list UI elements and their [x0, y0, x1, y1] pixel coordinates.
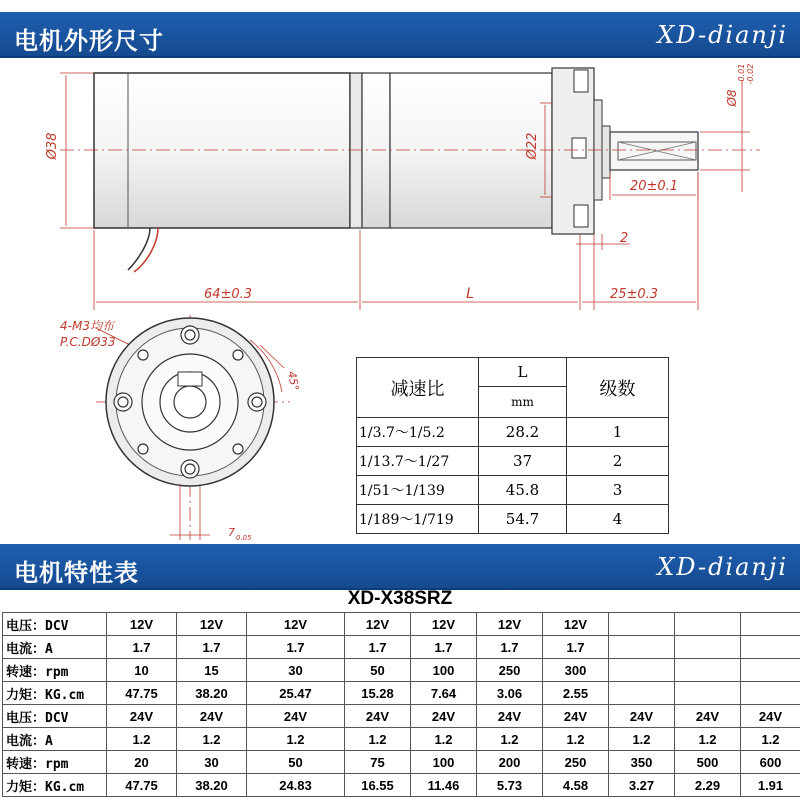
- value-cell: 4.58: [543, 774, 609, 797]
- row-label: 电流：A: [3, 728, 107, 751]
- value-cell: 1.2: [675, 728, 741, 751]
- pcd-note: P.C.DØ33: [60, 335, 116, 349]
- flat-label: 7: [228, 526, 235, 539]
- value-cell: 50: [345, 659, 411, 682]
- value-cell: 1.2: [543, 728, 609, 751]
- table-row: [357, 418, 669, 447]
- ratio-cell: 1/13.7～1/27: [357, 447, 479, 476]
- value-cell: 1.2: [345, 728, 411, 751]
- value-cell: [741, 613, 800, 636]
- stage-cell: 4: [567, 505, 669, 534]
- brand-label: XD-dianji: [657, 21, 788, 49]
- motor-length-label: 64±0.3: [203, 287, 253, 302]
- value-cell: 20: [107, 751, 177, 774]
- gearbox-body: [350, 73, 362, 228]
- value-cell: 1.2: [411, 728, 477, 751]
- value-cell: [741, 636, 800, 659]
- header-stage: 级数: [567, 358, 669, 418]
- angle-label: 45°: [285, 370, 302, 392]
- row-label: 转速：rpm: [3, 751, 107, 774]
- value-cell: 12V: [107, 613, 177, 636]
- value-cell: [675, 659, 741, 682]
- value-cell: 16.55: [345, 774, 411, 797]
- characteristics-title: 电机特性表: [14, 559, 139, 587]
- value-cell: 100: [411, 659, 477, 682]
- value-cell: 24V: [107, 705, 177, 728]
- value-cell: 12V: [345, 613, 411, 636]
- value-cell: 12V: [247, 613, 345, 636]
- table-row: [3, 682, 800, 705]
- table-row: [357, 447, 669, 476]
- value-cell: 24V: [675, 705, 741, 728]
- value-cell: 24V: [177, 705, 247, 728]
- ratio-cell: 1/189～1/719: [357, 505, 479, 534]
- table-row: [3, 705, 800, 728]
- value-cell: 15.28: [345, 682, 411, 705]
- header-L: L: [479, 358, 567, 387]
- value-cell: 24V: [477, 705, 543, 728]
- table-row: [3, 774, 800, 797]
- value-cell: 10: [107, 659, 177, 682]
- value-cell: 12V: [543, 613, 609, 636]
- motor-body: [94, 73, 350, 228]
- value-cell: 24V: [543, 705, 609, 728]
- value-cell: 1.7: [411, 636, 477, 659]
- output-shaft: [610, 132, 698, 170]
- value-cell: [675, 682, 741, 705]
- value-cell: 12V: [411, 613, 477, 636]
- flat-tolerance: 0.05: [236, 534, 252, 542]
- model-title: XD-X38SRZ: [347, 588, 453, 609]
- value-cell: 30: [177, 751, 247, 774]
- value-cell: 24.83: [247, 774, 345, 797]
- value-cell: 1.7: [477, 636, 543, 659]
- value-cell: 47.75: [107, 682, 177, 705]
- value-cell: 38.20: [177, 682, 247, 705]
- value-cell: 1.2: [741, 728, 800, 751]
- dia-gear-label: Ø22: [525, 132, 540, 160]
- value-cell: 2.29: [675, 774, 741, 797]
- value-cell: 75: [345, 751, 411, 774]
- value-cell: 1.91: [741, 774, 800, 797]
- value-cell: [609, 682, 675, 705]
- value-cell: 250: [477, 659, 543, 682]
- row-label: 力矩：KG.cm: [3, 774, 107, 797]
- table-row: [357, 505, 669, 534]
- table-row: [3, 751, 800, 774]
- value-cell: 24V: [345, 705, 411, 728]
- row-label: 电压：DCV: [3, 613, 107, 636]
- value-cell: 1.7: [177, 636, 247, 659]
- header-unit: mm: [479, 386, 567, 417]
- value-cell: 12V: [177, 613, 247, 636]
- value-cell: [609, 659, 675, 682]
- ratio-cell: 1/3.7～1/5.2: [357, 418, 479, 447]
- length-cell: 37: [479, 447, 567, 476]
- stage-cell: 2: [567, 447, 669, 476]
- table-row: [357, 476, 669, 505]
- dim-2-label: 2: [620, 231, 629, 246]
- table-row: [3, 659, 800, 682]
- value-cell: 100: [411, 751, 477, 774]
- value-cell: 38.20: [177, 774, 247, 797]
- value-cell: 1.7: [107, 636, 177, 659]
- motor-front-view-drawing: [40, 312, 340, 544]
- value-cell: [609, 636, 675, 659]
- value-cell: 600: [741, 751, 800, 774]
- value-cell: 500: [675, 751, 741, 774]
- value-cell: 1.2: [609, 728, 675, 751]
- value-cell: 24V: [411, 705, 477, 728]
- dia-shaft-label: Ø8: [725, 89, 739, 107]
- value-cell: 47.75: [107, 774, 177, 797]
- dimensions-header: [0, 12, 800, 58]
- value-cell: 1.7: [247, 636, 345, 659]
- motor-side-view-drawing: [0, 58, 800, 318]
- value-cell: 12V: [477, 613, 543, 636]
- value-cell: [741, 659, 800, 682]
- holes-note: 4-M3均布: [60, 319, 114, 333]
- characteristics-header: [0, 544, 800, 590]
- value-cell: 350: [609, 751, 675, 774]
- value-cell: 24V: [247, 705, 345, 728]
- value-cell: [609, 613, 675, 636]
- value-cell: 1.7: [345, 636, 411, 659]
- value-cell: 24V: [609, 705, 675, 728]
- value-cell: 2.55: [543, 682, 609, 705]
- value-cell: 1.2: [107, 728, 177, 751]
- value-cell: 25.47: [247, 682, 345, 705]
- value-cell: 1.2: [477, 728, 543, 751]
- characteristics-table: [2, 612, 800, 797]
- value-cell: 250: [543, 751, 609, 774]
- brand-label: XD-dianji: [657, 553, 788, 581]
- shaft-tolerance-upper: -0.01: [737, 63, 746, 85]
- ratio-cell: 1/51～1/139: [357, 476, 479, 505]
- value-cell: 3.06: [477, 682, 543, 705]
- value-cell: [675, 613, 741, 636]
- row-label: 电流：A: [3, 636, 107, 659]
- value-cell: 3.27: [609, 774, 675, 797]
- table-row: [3, 636, 800, 659]
- reduction-ratio-table: [356, 357, 669, 534]
- header-ratio: 减速比: [357, 358, 479, 418]
- value-cell: 5.73: [477, 774, 543, 797]
- value-cell: [741, 682, 800, 705]
- value-cell: 1.2: [177, 728, 247, 751]
- row-label: 转速：rpm: [3, 659, 107, 682]
- value-cell: 1.2: [247, 728, 345, 751]
- value-cell: 300: [543, 659, 609, 682]
- value-cell: 11.46: [411, 774, 477, 797]
- length-cell: 45.8: [479, 476, 567, 505]
- shaft-length-label: 20±0.1: [629, 179, 679, 194]
- value-cell: 50: [247, 751, 345, 774]
- stage-cell: 3: [567, 476, 669, 505]
- length-cell: 28.2: [479, 418, 567, 447]
- dia-body-label: Ø38: [45, 132, 60, 160]
- motor-wire: [128, 228, 150, 270]
- value-cell: 200: [477, 751, 543, 774]
- value-cell: 1.7: [543, 636, 609, 659]
- length-cell: 54.7: [479, 505, 567, 534]
- row-label: 电压：DCV: [3, 705, 107, 728]
- shaft-tolerance-lower: -0.02: [746, 63, 755, 85]
- gearbox-length-label: L: [466, 286, 474, 302]
- table-row: [3, 728, 800, 751]
- row-label: 力矩：KG.cm: [3, 682, 107, 705]
- value-cell: [675, 636, 741, 659]
- value-cell: 30: [247, 659, 345, 682]
- value-cell: 7.64: [411, 682, 477, 705]
- stage-cell: 1: [567, 418, 669, 447]
- table-row: [3, 613, 800, 636]
- output-length-label: 25±0.3: [609, 287, 659, 302]
- value-cell: 24V: [741, 705, 800, 728]
- value-cell: 15: [177, 659, 247, 682]
- dimensions-title: 电机外形尺寸: [14, 27, 164, 55]
